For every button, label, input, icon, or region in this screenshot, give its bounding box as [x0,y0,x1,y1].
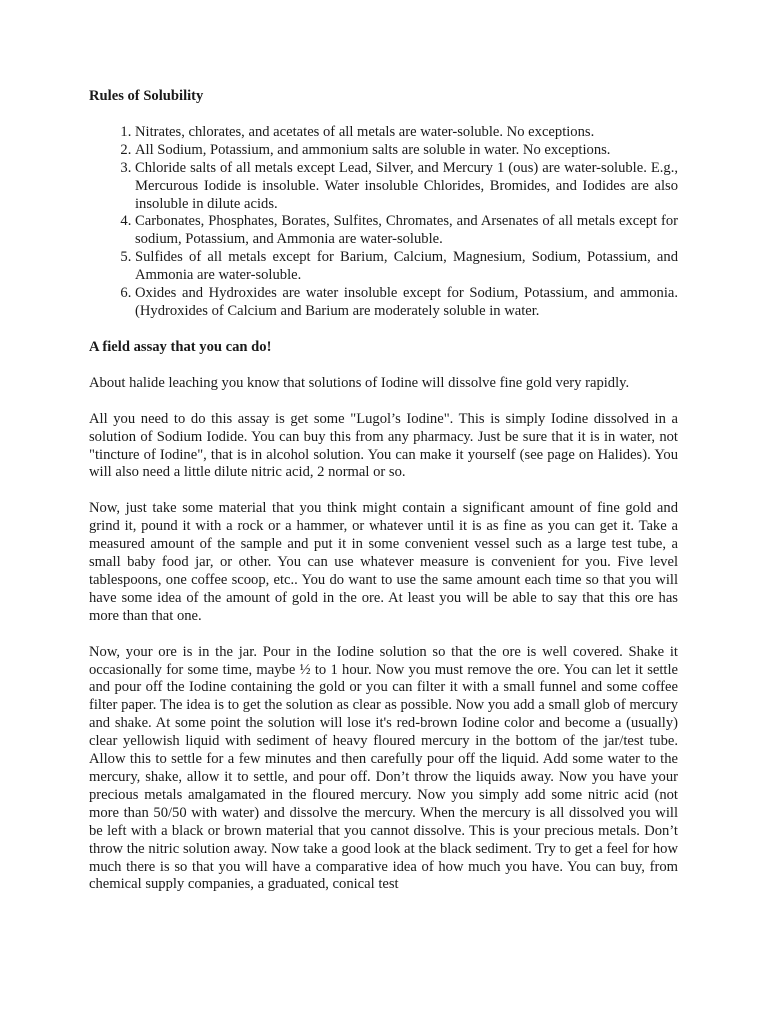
paragraph: Now, your ore is in the jar. Pour in the Iodine solution so that the ore is well covered. Shake it occasionally for some time, maybe ½ to 1 hour. Now you must remove the ore. You can let it settle and pour off the Iodine containing the gold or you can filter it with a small funnel and some coffee filter paper. The idea is to get the solution as clear as possible. Now you add a small glob of mercury and shake. At some point the solution will lose it's red-brown Iodine color and become a (usually) clear yellowish liquid with sediment of heavy floured mercury in the bottom of the jar/test tube. Allow this to settle for a few minutes and then carefully pour off the liquid. Add some water to the mercury, shake, allow it to settle, and pour off. Don’t throw the liquids away. Now you have your precious metals amalgamated in the floured mercury. Now you simply add some nitric acid (not more than 50/50 with water) and dissolve the mercury. When the mercury is all dissolved you will be left with a black or brown material that you cannot dissolve. This is your precious metals. Don’t throw the nitric solution away. Now take a good look at the black sediment. Try to get a feel for how much there is so that you will have a comparative idea of how much you have. You can buy, from chemical supply companies, a graduated, conical test [89,643,678,893]
rule-item: 2. All Sodium, Potassium, and ammonium salts are soluble in water. No exceptions. [135,142,678,160]
rule-item: 3. Chloride salts of all metals except Lead, Silver, and Mercury 1 (ous) are water-soluble. E.g., Mercurous Iodide is insoluble. Water insoluble Chlorides, Bromides, and Iodides are also insoluble in dilute acids. [135,160,678,214]
solubility-rules-list [89,124,678,321]
paragraph: All you need to do this assay is get some "Lugol’s Iodine". This is simply Iodine dissolved in a solution of Sodium Iodide. You can buy this from any pharmacy. Just be sure that it is in water, not "tincture of Iodine", that is in alcohol solution. You can make it yourself (see page on Halides). You will also need a little dilute nitric acid, 2 normal or so. [89,410,678,481]
rule-item: 6. Oxides and Hydroxides are water insoluble except for Sodium, Potassium, and ammonia. (Hydroxides of Calcium and Barium are moderately soluble in water. [135,285,678,321]
document-page [89,88,678,912]
section-heading-field-assay: A field assay that you can do! [89,338,272,355]
rule-item: 1. Nitrates, chlorates, and acetates of all metals are water-soluble. No exceptions. [135,124,678,142]
paragraph: About halide leaching you know that solutions of Iodine will dissolve fine gold very rapidly. [89,374,630,391]
paragraph: Now, just take some material that you think might contain a significant amount of fine gold and grind it, pound it with a rock or a hammer, or whatever until it is as fine as you can get it. Take a measured amount of the sample and put it in some convenient vessel such as a large test tube, a small baby food jar, or other. You can use whatever measure is convenient for you. Five level tablespoons, one coffee scoop, etc.. You do want to use the same amount each time so that you will have some idea of the amount of gold in the ore. At least you will be able to say that this ore has more than that one. [89,500,678,624]
rule-item: 4. Carbonates, Phosphates, Borates, Sulfites, Chromates, and Arsenates of all metals except for sodium, Potassium, and Ammonia are water-soluble. [135,213,678,249]
section-heading-rules-of-solubility: Rules of Solubility [89,88,204,104]
rule-item: 5. Sulfides of all metals except for Barium, Calcium, Magnesium, Sodium, Potassium, and Ammonia are water-soluble. [135,249,678,285]
